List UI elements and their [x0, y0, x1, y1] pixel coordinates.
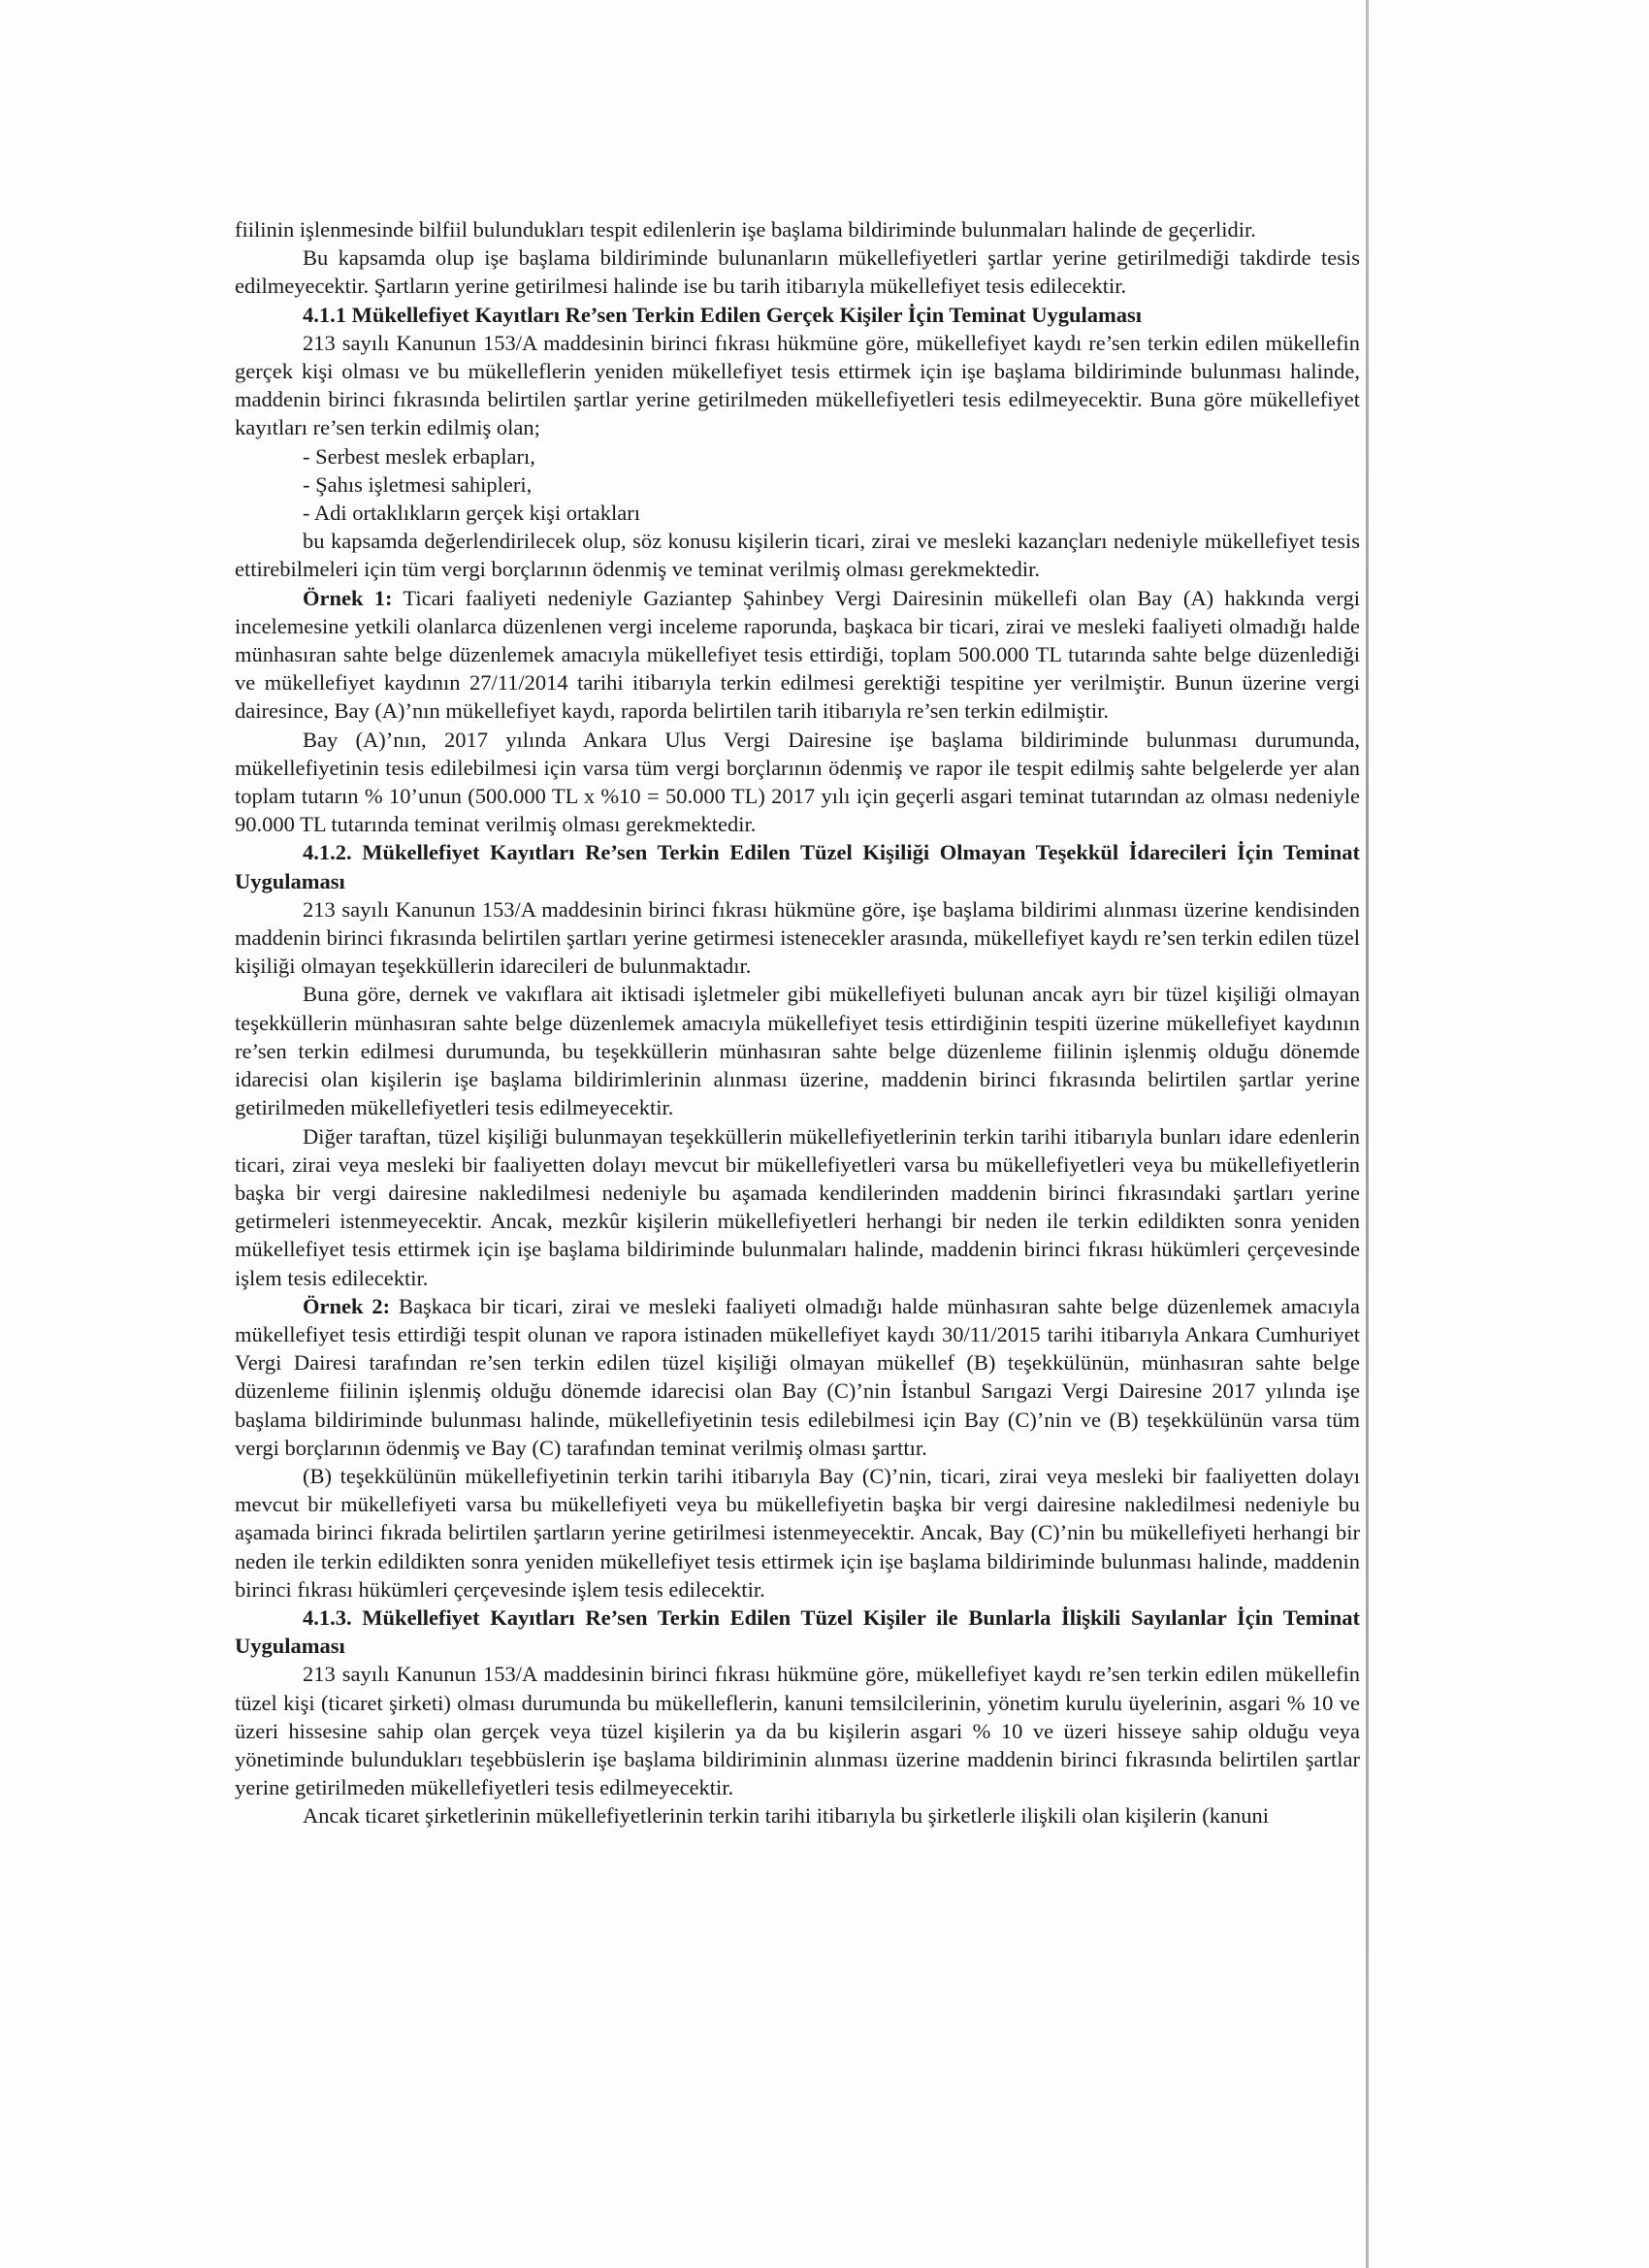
paragraph-continuation: fiilinin işlenmesinde bilfiil bulundukları tespit edilenlerin işe başlama bildiriminde bulunmaları halinde de geçerlidir. [235, 217, 1256, 242]
example-text: Ticari faaliyeti nedeniyle Gaziantep Şahinbey Vergi Dairesinin mükellefi olan Bay (A) hakkında vergi incelemesine yetkili olanlarca düzenlenen vergi inceleme raporunda, başkaca bir ticari, zirai ve mesleki faaliyeti olmadığı halde münhasıran sahte belge düzenlemek amacıyla mükellefiyet tesis ettirdiği, toplam 500.000 TL tutarında sahte belge düzenlediği ve mükellefiyet kaydının 27/11/2014 tarihi itibarıyla terkin edilmesi gerektiği tespitine yer verilmiştir. Bunun üzerine vergi dairesince, Bay (A)’nın mükellefiyet kaydı, raporda belirtilen tarih itibarıyla re’sen terkin edilmiştir. [235, 585, 1360, 724]
paragraph: Diğer taraftan, tüzel kişiliği bulunmayan teşekküllerin mükellefiyetlerinin terkin tarihi itibarıyla bunları idare edenlerin ticari, zirai veya mesleki bir faaliyetten dolayı mevcut bir mükellefiyetleri varsa bu mükellefiyetleri veya bu mükellefiyetlerin başka bir vergi dairesine nakledilmesi nedeniyle bu aşamada kendilerinden maddenin birinci fıkrasındaki şartları yerine getirmeleri istenmeyecektir. Ancak, mezkûr kişilerin mükellefiyetleri herhangi bir neden ile terkin edildikten sonra yeniden mükellefiyet tesis ettirmek için işe başlama bildiriminde bulunmaları halinde, maddenin birinci fıkrası hükümleri çerçevesinde işlem tesis edilecektir. [235, 1123, 1360, 1290]
list-item: - Şahıs işletmesi sahipleri, [303, 471, 533, 497]
paragraph: 213 sayılı Kanunun 153/A maddesinin birinci fıkrası hükmüne göre, mükellefiyet kaydı re’sen terkin edilen mükellefin gerçek kişi olması ve bu mükelleflerin yeniden mükellefiyet tesis ettirmek için işe başlama bildiriminde bulunması halinde, maddenin birinci fıkrasında belirtilen şartlar yerine getirilmeden mükellefiyetleri tesis edilmeyecektir. Buna göre mükellefiyet kayıtları re’sen terkin edilmiş olan; [235, 330, 1360, 440]
paragraph: Buna göre, dernek ve vakıflara ait iktisadi işletmeler gibi mükellefiyeti bulunan ancak ayrı bir tüzel kişiliği olmayan teşekküllerin münhasıran sahte belge düzenlemek amacıyla mükellefiyet tesis ettirdiğinin tespiti üzerine mükellefiyet kaydının re’sen terkin edilmesi durumunda, bu teşekküllerin münhasıran sahte belge düzenleme fiilinin işlenmiş olduğu dönemde idarecisi olan kişilerin işe başlama bildirimlerinin alınması üzerine, maddenin birinci fıkrasında belirtilen şartlar yerine getirilmeden mükellefiyetleri tesis edilmeyecektir. [235, 982, 1360, 1120]
paragraph: (B) teşekkülünün mükellefiyetinin terkin tarihi itibarıyla Bay (C)’nin, ticari, zirai veya mesleki bir faaliyetten dolayı mevcut bir mükellefiyeti varsa bu mükellefiyeti veya bu mükellefiyetin başka bir vergi dairesine nakledilmesi nedeniyle bu aşamada birinci fıkrada belirtilen şartların yerine getirilmesi istenmeyecektir. Ancak, Bay (C)’nin bu mükellefiyeti herhangi bir neden ile terkin edildikten sonra yeniden mükellefiyet tesis ettirmek için işe başlama bildiriminde bulunması halinde, maddenin birinci fıkrası hükümleri çerçevesinde işlem tesis edilecektir. [235, 1463, 1360, 1602]
example-label: Örnek 2: [303, 1293, 391, 1318]
example-label: Örnek 1: [303, 585, 393, 610]
section-heading-4-1-2: 4.1.2. Mükellefiyet Kayıtları Re’sen Terkin Edilen Tüzel Kişiliği Olmayan Teşekkül İdarecileri İçin Teminat Uygulaması [235, 840, 1360, 893]
paragraph: 213 sayılı Kanunun 153/A maddesinin birinci fıkrası hükmüne göre, işe başlama bildirimi alınması üzerine kendisinden maddenin birinci fıkrasında belirtilen şartları yerine getirmesi istenecekler arasında, mükellefiyet kaydı re’sen terkin edilen tüzel kişiliği olmayan teşekküllerin idarecileri de bulunmaktadır. [235, 896, 1360, 979]
paragraph: Bay (A)’nın, 2017 yılında Ankara Ulus Vergi Dairesine işe başlama bildiriminde bulunması durumunda, mükellefiyetinin tesis edilebilmesi için varsa tüm vergi borçlarının ödenmiş ve rapor ile tespit edilmiş sahte belgelerde yer alan toplam tutarın % 10’unun (500.000 TL x %10 = 50.000 TL) 2017 yılı için geçerli asgari teminat tutarından az olması nedeniyle 90.000 TL tutarında teminat verilmiş olması gerekmektedir. [235, 727, 1360, 837]
list-item: - Adi ortaklıkların gerçek kişi ortakları [303, 501, 641, 526]
section-heading-4-1-3: 4.1.3. Mükellefiyet Kayıtları Re’sen Terkin Edilen Tüzel Kişiler ile Bunlarla İlişkili Sayılanlar İçin Teminat Uygulaması [235, 1604, 1360, 1659]
document-body [235, 215, 1360, 1831]
example-text: Başkaca bir ticari, zirai ve mesleki faaliyeti olmadığı halde münhasıran sahte belge düzenlemek amacıyla mükellefiyet tesis ettirdiği tespit olunan ve rapora istinaden mükellefiyet kaydı 30/11/2015 tarihi itibarıyla Ankara Cumhuriyet Vergi Dairesi tarafından re’sen terkin edilen tüzel kişiliği olmayan mükellef (B) teşekkülünün, münhasıran sahte belge düzenleme fiilinin işlenmiş olduğu dönemde idarecisi olan Bay (C)’nin İstanbul Sarıgazi Vergi Dairesine 2017 yılında işe başlama bildiriminde bulunması halinde, mükellefiyetinin tesis edilebilmesi için Bay (C)’nin ve (B) teşekkülünün varsa tüm vergi borçlarının ödenmiş ve Bay (C) tarafından teminat verilmiş olması şarttır. [235, 1293, 1360, 1460]
page-edge-shadow [1366, 0, 1369, 2268]
example-paragraph-1 [235, 584, 1360, 726]
paragraph: Bu kapsamda olup işe başlama bildiriminde bulunanların mükellefiyetleri şartlar yerine getirilmediği takdirde tesis edilmeyecektir. Şartların yerine getirilmesi halinde ise bu tarih itibarıyla mükellefiyet tesis edilecektir. [235, 245, 1360, 299]
section-heading-4-1-1: 4.1.1 Mükellefiyet Kayıtları Re’sen Terkin Edilen Gerçek Kişiler İçin Teminat Uygulaması [303, 302, 1142, 327]
paragraph: 213 sayılı Kanunun 153/A maddesinin birinci fıkrası hükmüne göre, mükellefiyet kaydı re’sen terkin edilen mükellefin tüzel kişi (ticaret şirketi) olması durumunda bu mükelleflerin, kanuni temsilcilerinin, yönetim kurulu üyelerinin, asgari % 10 ve üzeri hissesine sahip olan gerçek veya tüzel kişilerin ya da bu kişilerin asgari % 10 ve üzeri hisseye sahip olduğu veya yönetiminde bulundukları teşebbüslerin işe başlama bildiriminin alınması üzerine maddenin birinci fıkrasında belirtilen şartlar yerine getirilmeden mükellefiyetleri tesis edilmeyecektir. [235, 1662, 1360, 1800]
list-item: - Serbest meslek erbapları, [303, 443, 535, 469]
example-paragraph-2 [235, 1292, 1360, 1462]
paragraph: Ancak ticaret şirketlerinin mükellefiyetlerinin terkin tarihi itibarıyla bu şirketlerle ilişkili olan kişilerin (kanuni [303, 1803, 1269, 1829]
paragraph: bu kapsamda değerlendirilecek olup, söz konusu kişilerin ticari, zirai ve mesleki kazançları nedeniyle mükellefiyet tesis ettirebilmeleri için tüm vergi borçlarının ödenmiş ve teminat verilmiş olması gerekmektedir. [235, 529, 1360, 582]
